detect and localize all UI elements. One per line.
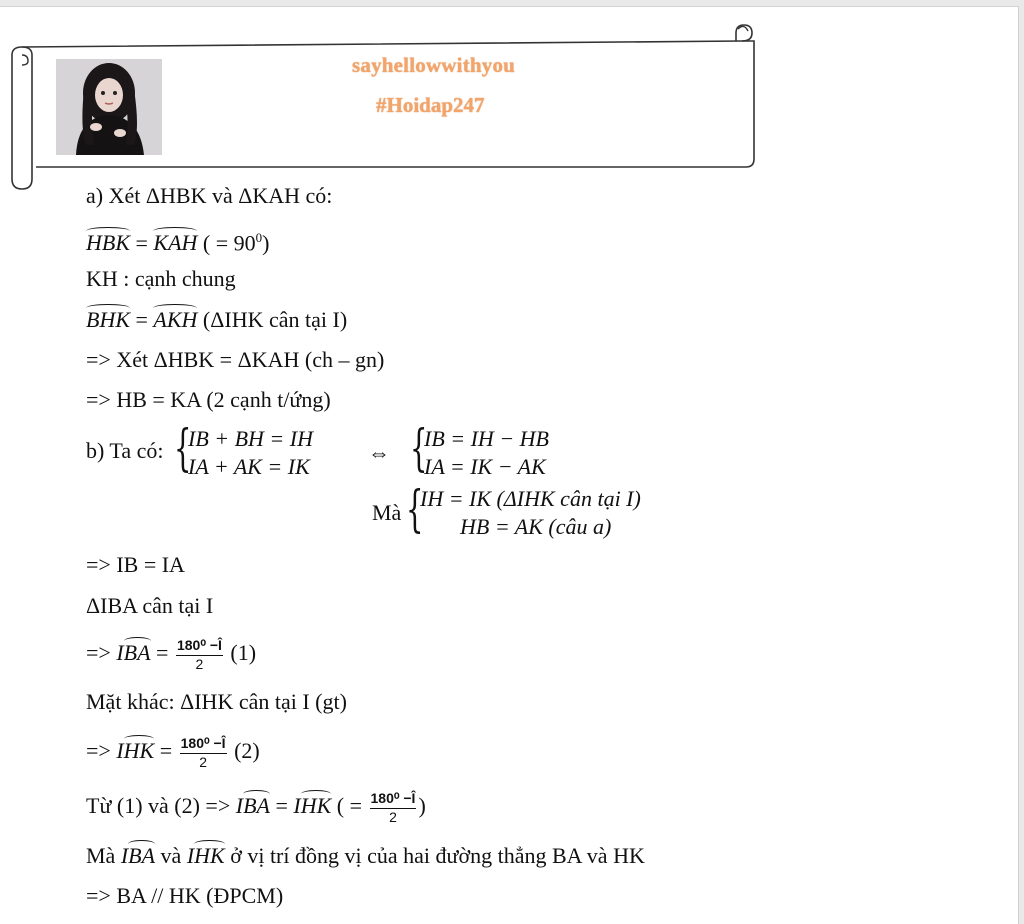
fraction-2 <box>180 735 227 771</box>
angle-akh: AKH <box>153 307 198 332</box>
text: ) <box>418 793 426 819</box>
line-common-side: KH : cạnh chung <box>86 266 236 291</box>
system-1-row1: IB + BH = IH <box>188 426 313 451</box>
text: và <box>155 843 187 868</box>
text: => <box>86 738 117 764</box>
fraction-1 <box>176 637 223 673</box>
angle-hbk: HBK <box>86 230 130 256</box>
line-congruent: => Xét ΔHBK = ΔKAH (ch – gn) <box>86 347 385 372</box>
degree-sup: 0 <box>255 230 263 245</box>
equals: = <box>269 793 294 819</box>
iff-symbol: ⇔ <box>368 440 390 465</box>
denominator: 2 <box>389 809 397 825</box>
brace-2: { <box>410 419 428 477</box>
line-moreover: Mặt khác: ΔIHK cân tại I (gt) <box>86 689 347 714</box>
line-angle-bhk-akh <box>86 307 347 333</box>
ma-label: Mà <box>372 500 402 525</box>
text: ở vị trí đồng vị của hai đường thẳng BA và HK <box>224 843 645 868</box>
equals: = <box>130 230 154 256</box>
numerator: 180⁰ −Î <box>176 637 223 656</box>
vertex-i: I <box>186 843 195 868</box>
equals: = <box>154 738 173 764</box>
brace-3: { <box>406 480 424 538</box>
line-part-b: b) Ta có: <box>86 438 164 463</box>
denominator: 2 <box>195 656 204 672</box>
line-angle-equal-90 <box>86 225 269 256</box>
line-hb-ka: => HB = KA (2 cạnh t/ứng) <box>86 387 331 412</box>
system-2-row1: IB = IH − HB <box>424 426 549 451</box>
angle-hk: HK <box>194 843 225 868</box>
text: (ΔIHK cân tại I) <box>197 307 348 332</box>
system-2-row2: IA = IK − AK <box>424 454 546 479</box>
vertex-i: I <box>116 640 124 666</box>
equals: = <box>130 307 154 332</box>
line-conclusion: => BA // HK (ĐPCM) <box>86 883 284 908</box>
banner-username: sayhellowwithyou <box>352 53 516 77</box>
text: Mà <box>86 843 121 868</box>
text: ) <box>262 230 270 256</box>
label-2: (2) <box>234 738 260 764</box>
line-angle-ihk <box>86 735 260 771</box>
angle-ba: BA <box>128 843 156 868</box>
line-ib-ia: => IB = IA <box>86 552 185 577</box>
avatar-image <box>56 59 162 155</box>
system-1-row2: IA + AK = IK <box>188 454 310 479</box>
vertex-i: I <box>116 738 124 764</box>
line-part-a: a) Xét ΔHBK và ΔKAH có: <box>86 183 333 208</box>
angle-hk: HK <box>123 738 155 764</box>
banner-hashtag: #Hoidap247 <box>376 93 485 117</box>
fraction-3 <box>370 790 417 826</box>
vertex-i: I <box>235 793 244 819</box>
angle-ba: BA <box>243 793 270 819</box>
angle-hk: HK <box>300 793 332 819</box>
line-from-1-and-2 <box>86 790 426 826</box>
brace-1: { <box>174 419 192 477</box>
vertex-i: I <box>293 793 301 819</box>
vertex-i: I <box>120 843 129 868</box>
equals: = <box>150 640 169 666</box>
denominator: 2 <box>199 754 207 770</box>
text: => <box>86 640 117 666</box>
angle-kah: KAH <box>153 230 198 256</box>
angle-bhk: BHK <box>86 307 130 332</box>
document-page <box>0 6 1019 924</box>
numerator: 180⁰ −Î <box>180 735 227 754</box>
system-3-row2: HB = AK (câu a) <box>460 514 612 539</box>
line-iba-isosceles: ΔIBA cân tại I <box>86 593 214 618</box>
angle-ba: BA <box>123 640 151 666</box>
text: ( = <box>331 793 363 819</box>
text: Từ (1) và (2) => <box>86 793 236 819</box>
system-3-row1: IH = IK (ΔIHK cân tại I) <box>420 486 641 511</box>
text: ( = 90 <box>197 230 256 256</box>
line-angle-iba <box>86 637 256 673</box>
label-1: (1) <box>230 640 257 666</box>
line-corresponding-angles <box>86 843 645 869</box>
numerator: 180⁰ −Î <box>370 790 417 809</box>
